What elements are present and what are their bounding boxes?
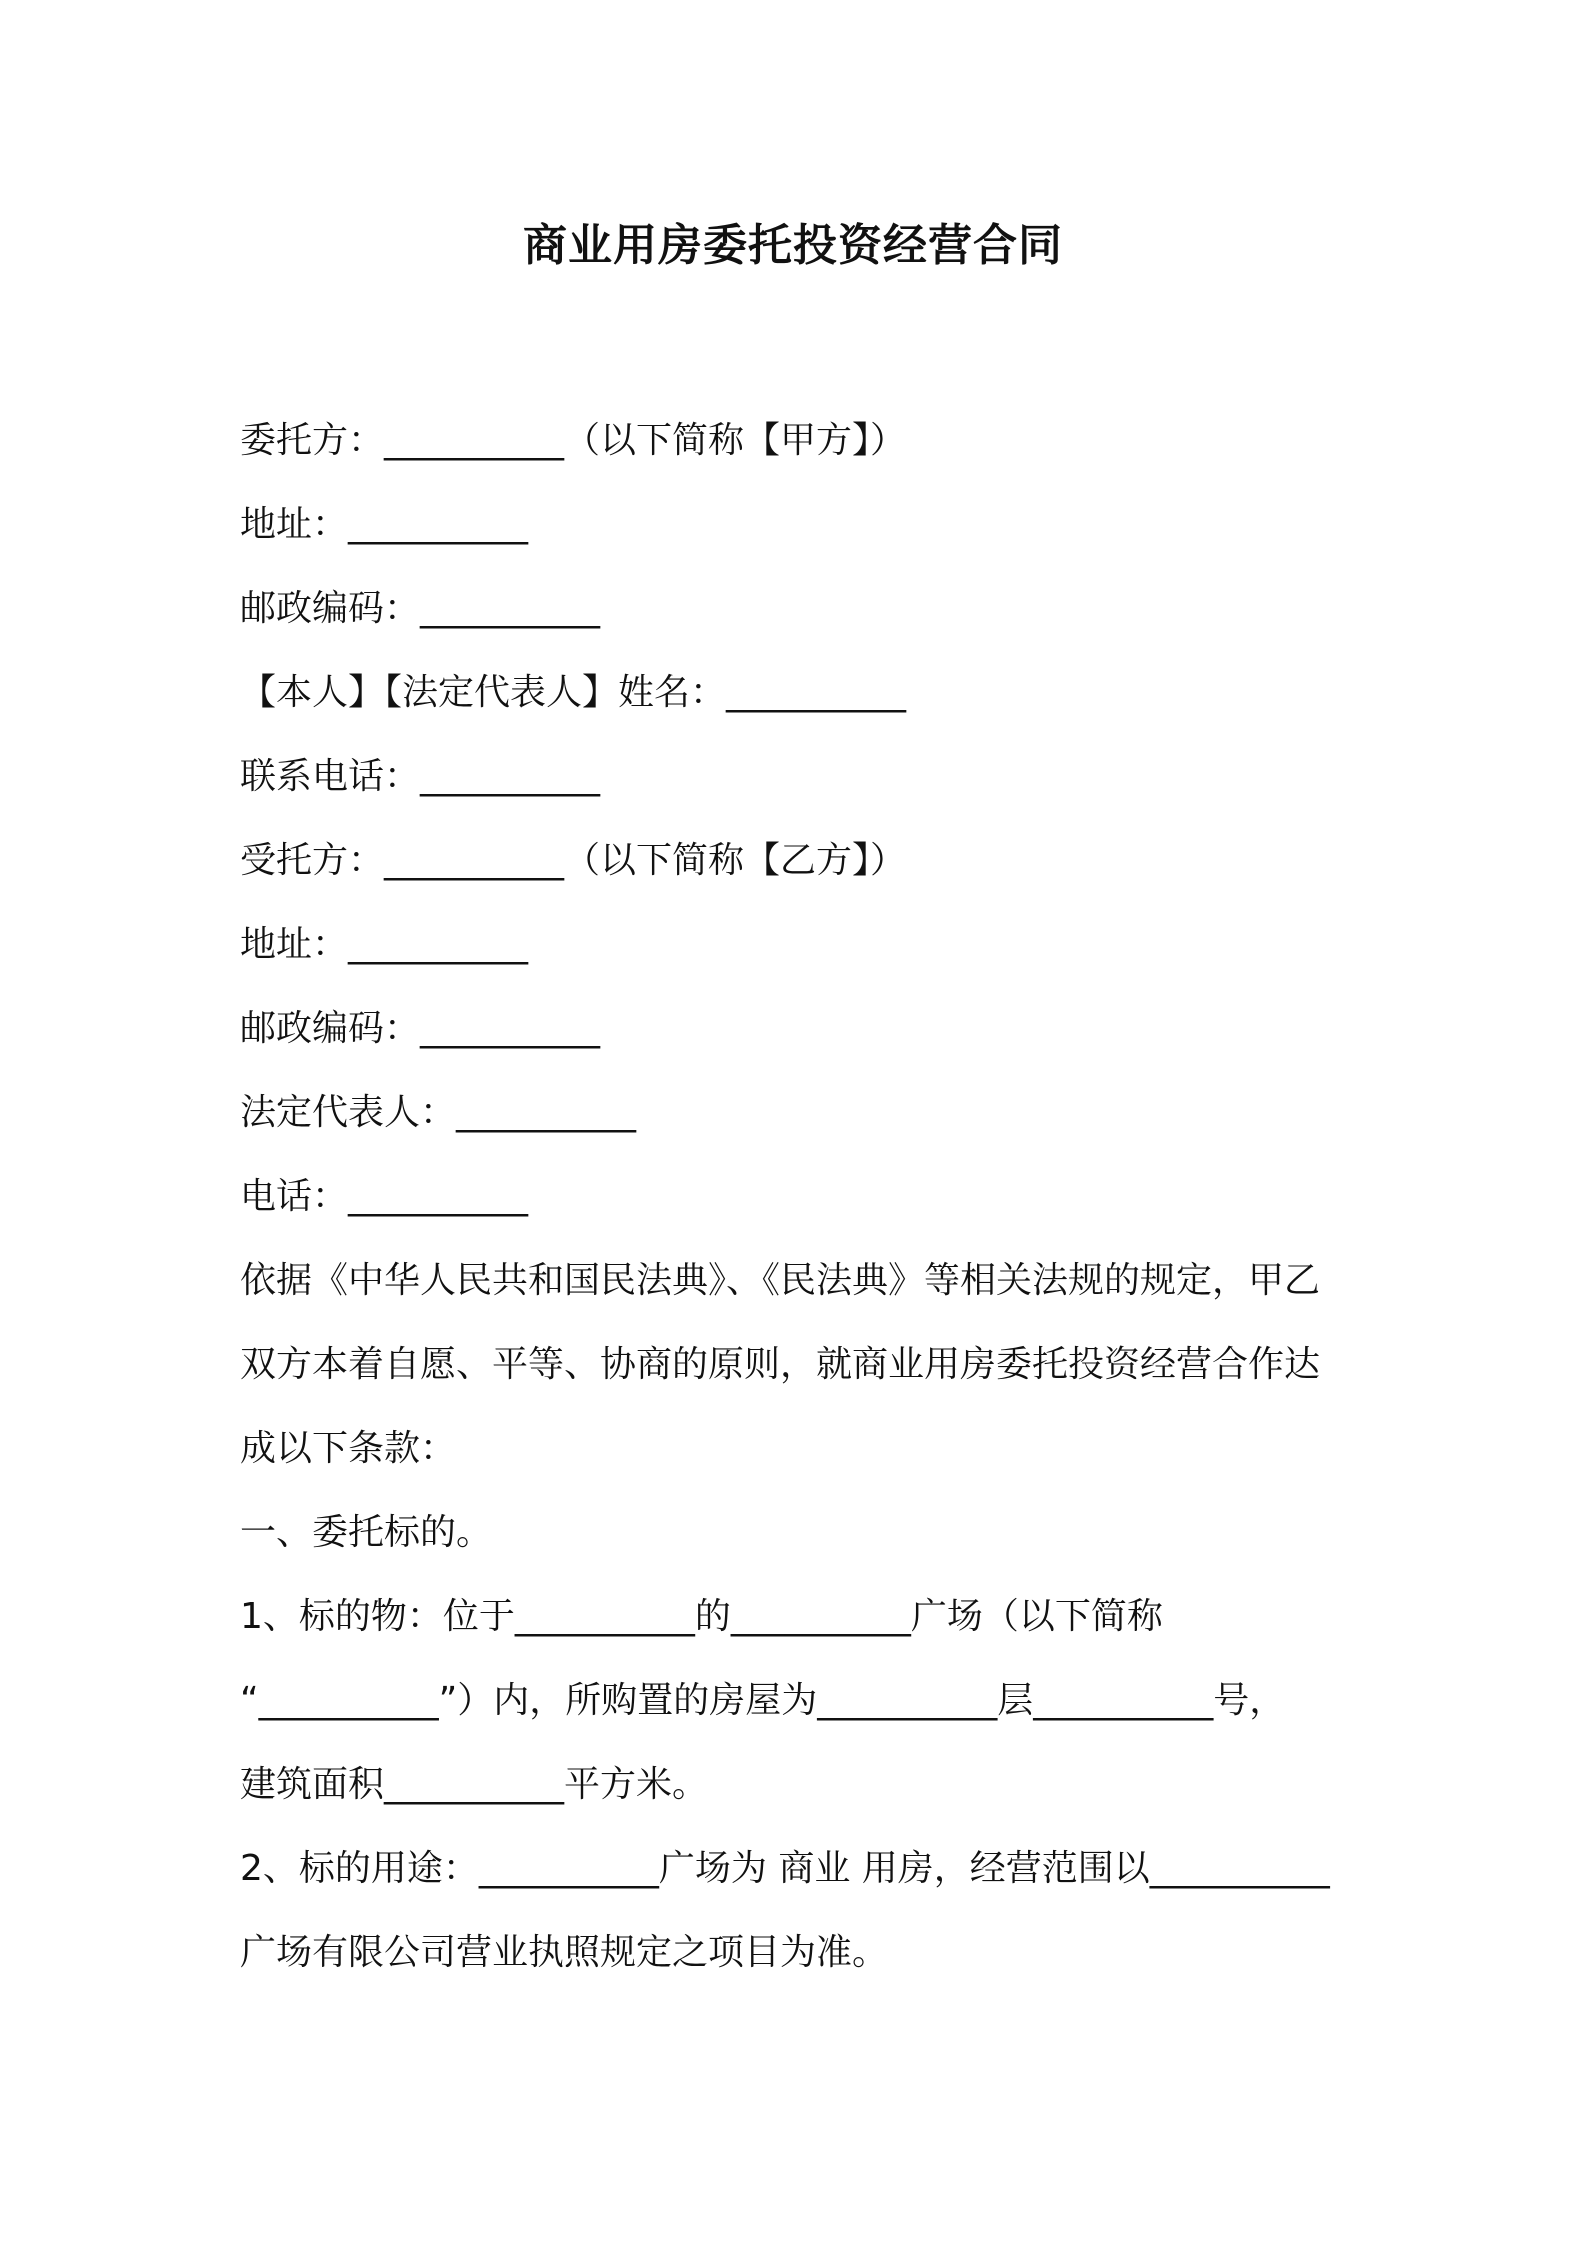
trustee-postcode-line: 邮政编码：__________ <box>240 1008 601 1049</box>
representative-name-line: 【本人】【法定代表人】姓名：__________ <box>240 672 907 713</box>
section-heading-1: 一、委托标的。 <box>240 1512 493 1553</box>
clause-1-line-3: 建筑面积__________平方米。 <box>240 1764 709 1805</box>
trustee-line: 受托方：__________（以下简称【乙方】） <box>240 840 907 881</box>
preamble-line-1: 依据《中华人民共和国民法典》、《民法典》等相关法规的规定，甲乙 <box>240 1260 1321 1301</box>
entrustor-line: 委托方：__________（以下简称【甲方】） <box>240 420 907 461</box>
legal-representative-line: 法定代表人：__________ <box>240 1092 637 1133</box>
clause-2-line-2: 广场有限公司营业执照规定之项目为准。 <box>240 1932 889 1973</box>
contact-phone-line: 联系电话：__________ <box>240 756 601 797</box>
clause-1-line-1: 1、标的物：位于__________的__________广场（以下简称 <box>240 1596 1163 1637</box>
preamble-line-2: 双方本着自愿、平等、协商的原则，就商业用房委托投资经营合作达 <box>240 1344 1321 1385</box>
clause-2-line-1: 2、标的用途：__________广场为 商业 用房，经营范围以__________ <box>240 1848 1330 1889</box>
entrustor-postcode-line: 邮政编码：__________ <box>240 588 601 629</box>
clause-1-line-2: “__________”）内，所购置的房屋为__________层__________号， <box>240 1680 1286 1721</box>
preamble-line-3: 成以下条款： <box>240 1428 457 1469</box>
trustee-phone-line: 电话：__________ <box>240 1176 529 1217</box>
trustee-address-line: 地址：__________ <box>240 924 529 965</box>
entrustor-address-line: 地址：__________ <box>240 504 529 545</box>
document-title: 商业用房委托投资经营合同 <box>523 220 1063 271</box>
